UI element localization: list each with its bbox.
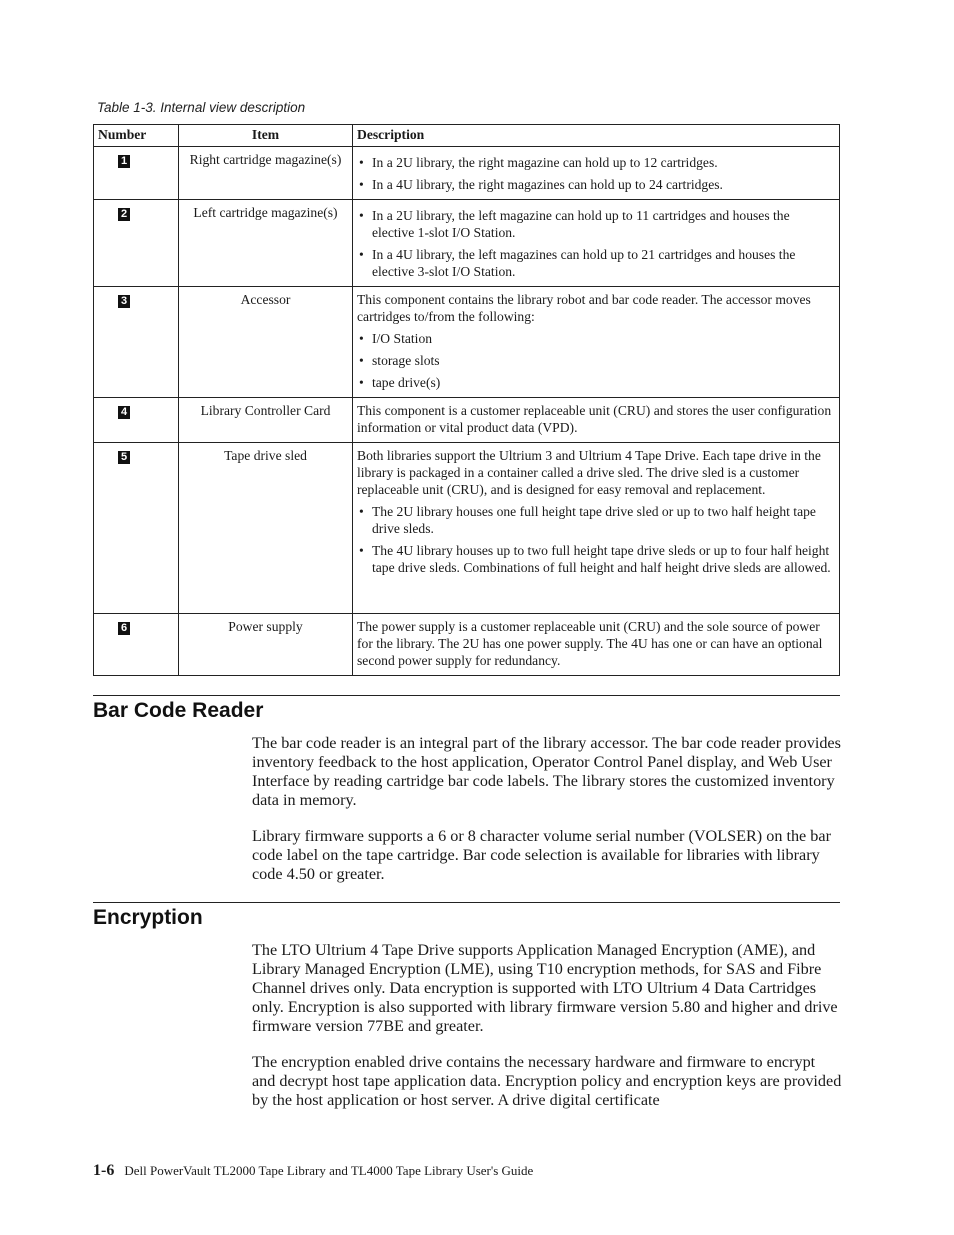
table-row — [94, 614, 840, 676]
description-bullet: • The 2U library houses one full height tape drive sled or up to two half height tape drive sleds. — [357, 503, 835, 537]
document-title: Dell PowerVault TL2000 Tape Library and TL4000 Tape Library User's Guide — [124, 1163, 534, 1178]
bar-code-paragraph-1: The bar code reader is an integral part of the library accessor. The bar code reader provides inventory feedback to the host application, Operator Control Panel display, and Web User Interface by reading cartridge bar code labels. The library stores the customized inventory data in memory. — [252, 734, 841, 809]
encryption-paragraph-1: The LTO Ultrium 4 Tape Drive supports Application Managed Encryption (AME), and Library Managed Encryption (LME), using T10 encryption methods, for SAS and Fibre Channel drives only. Data encryption is supported with LTO Ultrium 4 Data Cartridges only. Encryption is also supported with library firmware version 5.80 and higher and drive firmware version 77BE and greater. — [252, 941, 838, 1035]
bar-code-paragraph-2: Library firmware supports a 6 or 8 character volume serial number (VOLSER) on the bar code label on the tape cartridge. Bar code selection is available for libraries with library code 4.50 or greater. — [252, 827, 831, 883]
description-bullet: • In a 4U library, the right magazines can hold up to 24 cartridges. — [357, 176, 835, 193]
page-footer — [93, 1162, 533, 1180]
description-intro: This component contains the library robot and bar code reader. The accessor moves cartridges to/from the following: — [357, 292, 811, 324]
description-bullet: • In a 4U library, the left magazines can hold up to 21 cartridges and houses the elective 3-slot I/O Station. — [357, 246, 835, 280]
callout-number-badge: 2 — [118, 208, 130, 221]
description-intro: Both libraries support the Ultrium 3 and Ultrium 4 Tape Drive. Each tape drive in the library is packaged in a container called a drive sled. The drive sled is a customer replaceable unit (CRU), and is designed for easy removal and replacement. — [357, 448, 821, 497]
row-item: Accessor — [179, 287, 353, 398]
encryption-paragraph-2: The encryption enabled drive contains the necessary hardware and firmware to encrypt and decrypt host tape application data. Encryption policy and encryption keys are provided by the host application or host server. A drive digital certificate — [252, 1053, 842, 1109]
table-header-row — [94, 125, 840, 147]
table-row — [94, 443, 840, 614]
description-bullet: • In a 2U library, the left magazine can hold up to 11 cartridges and houses the elective 1-slot I/O Station. — [357, 207, 835, 241]
description-bullet: • I/O Station — [357, 330, 835, 347]
header-number: Number — [94, 125, 179, 147]
description-bullet: • The 4U library houses up to two full height tape drive sleds or up to four half height tape drive sleds. Combinations of full height and half height drive sleds are allowed. — [357, 542, 835, 576]
callout-number-badge: 3 — [118, 295, 130, 308]
table-row — [94, 200, 840, 287]
row-item: Left cartridge magazine(s) — [179, 200, 353, 287]
row-description — [353, 398, 840, 443]
page-number: 1-6 — [93, 1162, 115, 1179]
row-description — [353, 147, 840, 200]
callout-number-badge: 1 — [118, 155, 130, 168]
row-item: Power supply — [179, 614, 353, 676]
internal-view-table — [93, 124, 840, 676]
row-description — [353, 287, 840, 398]
row-description — [353, 443, 840, 614]
description-bullet: • storage slots — [357, 352, 835, 369]
row-description — [353, 614, 840, 676]
header-item: Item — [179, 125, 353, 147]
section-title-encryption: Encryption — [93, 906, 203, 929]
description-intro: The power supply is a customer replaceable unit (CRU) and the sole source of power for the library. The 2U has one power supply. The 4U has one or can have an optional second power supply for redundancy. — [357, 619, 823, 668]
table-row — [94, 398, 840, 443]
description-intro: This component is a customer replaceable unit (CRU) and stores the user configuration information or vital product data (VPD). — [357, 403, 832, 435]
table-caption: Table 1-3. Internal view description — [97, 100, 306, 115]
description-bullet: • In a 2U library, the right magazine can hold up to 12 cartridges. — [357, 154, 835, 171]
section-title-bar-code-reader: Bar Code Reader — [93, 699, 264, 722]
callout-number-badge: 5 — [118, 451, 130, 464]
callout-number-badge: 4 — [118, 406, 130, 419]
section-divider — [93, 695, 840, 696]
header-description: Description — [353, 125, 840, 147]
row-description — [353, 200, 840, 287]
table-row — [94, 287, 840, 398]
row-item: Tape drive sled — [179, 443, 353, 614]
row-item: Right cartridge magazine(s) — [179, 147, 353, 200]
callout-number-badge: 6 — [118, 622, 130, 635]
row-item: Library Controller Card — [179, 398, 353, 443]
section-divider — [93, 902, 840, 903]
table-row — [94, 147, 840, 200]
description-bullet: • tape drive(s) — [357, 374, 835, 391]
